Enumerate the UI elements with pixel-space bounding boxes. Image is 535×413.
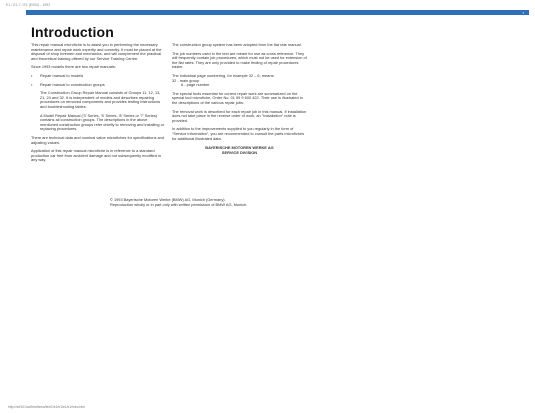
page-title: Introduction: [31, 24, 114, 40]
removal-work-paragraph: The removal work is described for each repair job in this manual. If installation does not take place in the reverse order of work, an "Installation" note is provided.: [172, 108, 307, 123]
bullet-icon: •: [31, 72, 33, 78]
page-numbering-paragraph: The individual page numbering, for example 32 – 6, means:: [172, 72, 275, 78]
since-line: Since 1993 models there are two repair manuals:: [31, 64, 116, 70]
right-column: [172, 43, 307, 155]
technical-data-paragraph: There are technical data and nominal value microfiches for specifications and adjusting values.: [31, 134, 165, 145]
document-header-bar: [26, 10, 529, 15]
improvements-paragraph: In addition to the improvements supplied to you regularly in the form of "Service Information", you are recommended to consult the parts microfiches for additional illustrated data.: [172, 126, 305, 141]
special-tools-paragraph: The special tools essential for correct repair work are summarized on the special tool microfiche, Order No. 01 59 9 600 422. Their use is illustrated in the descriptions of the various repair jobs.: [172, 90, 303, 105]
intro-paragraph: This repair manual microfiche is to assist you in performing the necessary maintenance and repair work expertly and correctly. It must be placed at the disposal of shop foremen and mechanics, and will complement the practical and theoretical training offered by our Service Training Centre.: [31, 42, 162, 61]
company-division: SERVICE DIVISION: [221, 149, 258, 155]
bullet-item-models: [31, 74, 166, 79]
page-numbering-item: 32 - main group: [172, 77, 200, 83]
reproduction-line: Reproduction wholly or in part only with written permission of BMW AG, Munich.: [110, 201, 248, 207]
footer-url: http://wf/101/cd/htm/bmw/te/e1/e1/e1/e1/e1/intro.htm: [8, 405, 85, 409]
application-paragraph: Application of this repair manual microfiche is in reference to a standard production car free from accident damage and not subsequently modified in any way.: [31, 148, 161, 163]
copyright-line: © 1993 Bayerische Motoren Werke (BMW) AG, Munich (Germany).: [110, 197, 226, 202]
page-numbering-item: 6 - page number: [181, 82, 210, 88]
bullet-item-groups: [31, 83, 166, 88]
print-icon[interactable]: ▪: [522, 10, 525, 15]
group-system-paragraph: The construction group system has been adopted from the flat rate manual.: [172, 42, 302, 47]
model-manual-paragraph: A Model Repair Manual ('3' Series, '5' Series, '8' Series or '7' Series) contains all construction groups. The descriptions in the above mentioned construction groups refer chiefly to removing and installing or replacing procedures.: [40, 112, 165, 132]
left-column: [31, 43, 166, 163]
construction-group-paragraph: The Construction Group Repair Manual consists of Groups 11, 12, 13, 21, 24 and 32. It is independent of models and describes repairing procedures on removed components and provides testing instructions and troubleshooting tables.: [40, 90, 161, 109]
bullet-label: Repair manual to construction groups: [40, 81, 105, 87]
company-name: BAYERISCHE MOTOREN WERKE AG: [205, 145, 274, 151]
bullet-icon: •: [31, 81, 33, 87]
bullet-label: Repair manual to models: [40, 72, 84, 78]
window-header-label: E1 / E1-7 / E1 (E000) - 1992: [6, 3, 51, 7]
copyright-notice: [110, 198, 310, 207]
job-numbers-paragraph: The job numbers used in the text are meant for use as cross reference. They will frequently contain job procedures, which must not be used for extension of the flat rates. They are only provided to make finding of repair procedures easier.: [172, 50, 307, 70]
